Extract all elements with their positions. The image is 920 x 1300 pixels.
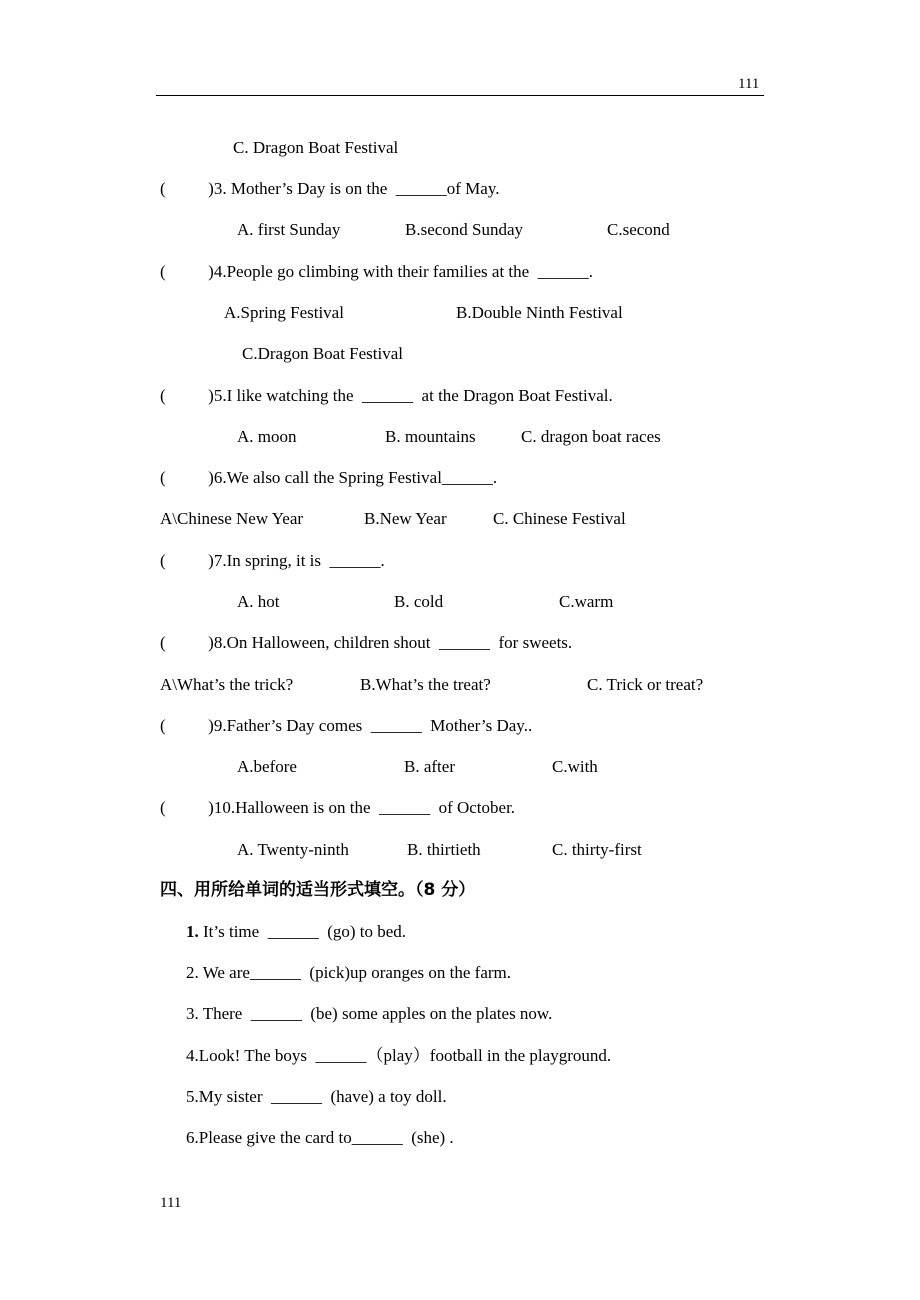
header-rule xyxy=(156,95,764,96)
fill-item-1-text: It’s time ______ (go) to bed. xyxy=(198,922,407,941)
header-page-number: 111 xyxy=(738,76,760,92)
question-7: ( )7.In spring, it is ______. xyxy=(160,551,385,570)
q6-option-b: B.New Year xyxy=(364,509,447,528)
fill-item-4: 4.Look! The boys ______（play）football in the playground. xyxy=(186,1046,612,1065)
q4-option-b: B.Double Ninth Festival xyxy=(456,303,623,322)
q10-option-b: B. thirtieth xyxy=(407,840,481,859)
q7-option-b: B. cold xyxy=(394,592,444,611)
q6-option-a: A\Chinese New Year xyxy=(160,509,304,528)
q8-option-a: A\What’s the trick? xyxy=(160,675,294,694)
q3-option-a: A. first Sunday xyxy=(237,220,341,239)
question-3: ( )3. Mother’s Day is on the ______of May. xyxy=(160,179,500,198)
q5-option-c: C. dragon boat races xyxy=(521,427,661,446)
q9-option-c: C.with xyxy=(552,757,598,776)
question-9: ( )9.Father’s Day comes ______ Mother’s Day.. xyxy=(160,716,533,735)
q8-option-b: B.What’s the treat? xyxy=(360,675,491,694)
fill-item-2: 2. We are______ (pick)up oranges on the farm. xyxy=(186,963,511,982)
q4-option-c: C.Dragon Boat Festival xyxy=(242,344,404,363)
footer-page-number: 111 xyxy=(160,1195,182,1211)
q9-option-a: A.before xyxy=(237,757,297,776)
q5-option-b: B. mountains xyxy=(385,427,476,446)
q3-option-c: C.second xyxy=(607,220,670,239)
fill-item-1-number: 1. xyxy=(186,922,199,941)
q3-option-b: B.second Sunday xyxy=(405,220,524,239)
q2-option-c: C. Dragon Boat Festival xyxy=(233,138,399,157)
fill-item-3: 3. There ______ (be) some apples on the plates now. xyxy=(186,1004,553,1023)
q4-option-a: A.Spring Festival xyxy=(224,303,344,322)
question-5: ( )5.I like watching the ______ at the Dragon Boat Festival. xyxy=(160,386,613,405)
q7-option-c: C.warm xyxy=(559,592,614,611)
question-4: ( )4.People go climbing with their families at the ______. xyxy=(160,262,593,281)
q7-option-a: A. hot xyxy=(237,592,280,611)
q5-option-a: A. moon xyxy=(237,427,297,446)
q10-option-c: C. thirty-first xyxy=(552,840,642,859)
q10-option-a: A. Twenty-ninth xyxy=(237,840,349,859)
question-10: ( )10.Halloween is on the ______ of October. xyxy=(160,798,516,817)
q9-option-b: B. after xyxy=(404,757,455,776)
section-4-title: 四、用所给单词的适当形式填空。（8 分） xyxy=(160,880,476,900)
question-8: ( )8.On Halloween, children shout ______ for sweets. xyxy=(160,633,573,652)
q8-option-c: C. Trick or treat? xyxy=(587,675,704,694)
fill-item-1 xyxy=(186,922,406,942)
question-6: ( )6.We also call the Spring Festival______. xyxy=(160,468,498,487)
q6-option-c: C. Chinese Festival xyxy=(493,509,626,528)
fill-item-5: 5.My sister ______ (have) a toy doll. xyxy=(186,1087,447,1106)
fill-item-6: 6.Please give the card to______ (she) . xyxy=(186,1128,454,1147)
